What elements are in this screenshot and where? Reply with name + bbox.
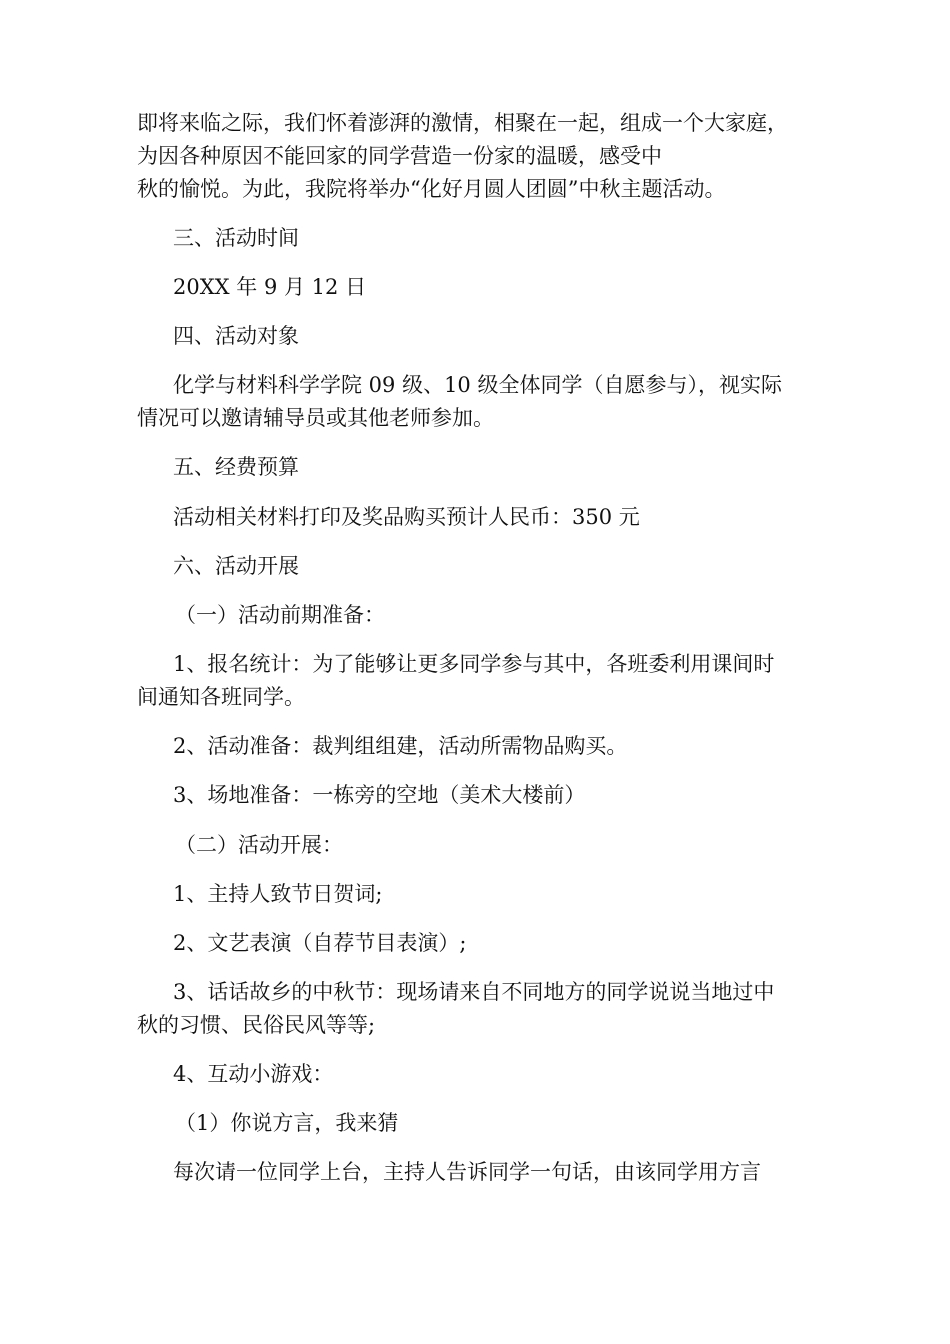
intro-line-1: 即将来临之际，我们怀着澎湃的激情，相聚在一起，组成一个大家庭， [137,111,788,135]
heading-activity-run: 六、活动开展 [173,554,299,578]
prep-item-2: 2、活动准备：裁判组组建，活动所需物品购买。 [173,734,628,758]
run-item-1: 1、主持人致节日贺词; [173,882,383,906]
run-item-3-line-2: 秋的习惯、民俗民风等等; [137,1013,376,1037]
prep-item-1-line-2: 间通知各班同学。 [137,685,305,709]
heading-activity-target: 四、活动对象 [173,324,299,348]
game-item-1-description: 每次请一位同学上台，主持人告诉同学一句话，由该同学用方言 [173,1160,761,1184]
run-item-3-line-1: 3、话话故乡的中秋节：现场请来自不同地方的同学说说当地过中 [173,980,775,1004]
intro-line-2: 为因各种原因不能回家的同学营造一份家的温暖，感受中 [137,144,662,168]
activity-target-line-1: 化学与材料科学学院 09 级、10 级全体同学（自愿参与），视实际 [173,373,782,397]
subheading-preparation: （一）活动前期准备： [175,603,385,627]
heading-activity-time: 三、活动时间 [173,226,299,250]
budget-value: 活动相关材料打印及奖品购买预计人民币：350 元 [173,505,640,529]
subheading-activity-run: （二）活动开展： [175,833,343,857]
activity-target-line-2: 情况可以邀请辅导员或其他老师参加。 [137,406,494,430]
game-item-1: （1）你说方言，我来猜 [175,1111,399,1135]
intro-line-3: 秋的愉悦。为此，我院将举办“化好月圆人团圆”中秋主题活动。 [137,177,726,201]
prep-item-3: 3、场地准备：一栋旁的空地（美术大楼前） [173,783,586,807]
heading-budget: 五、经费预算 [173,455,299,479]
prep-item-1-line-1: 1、报名统计：为了能够让更多同学参与其中，各班委利用课间时 [173,652,775,676]
run-item-4: 4、互动小游戏： [173,1062,334,1086]
activity-time-value: 20XX 年 9 月 12 日 [173,275,367,299]
run-item-2: 2、文艺表演（自荐节目表演）; [173,931,467,955]
